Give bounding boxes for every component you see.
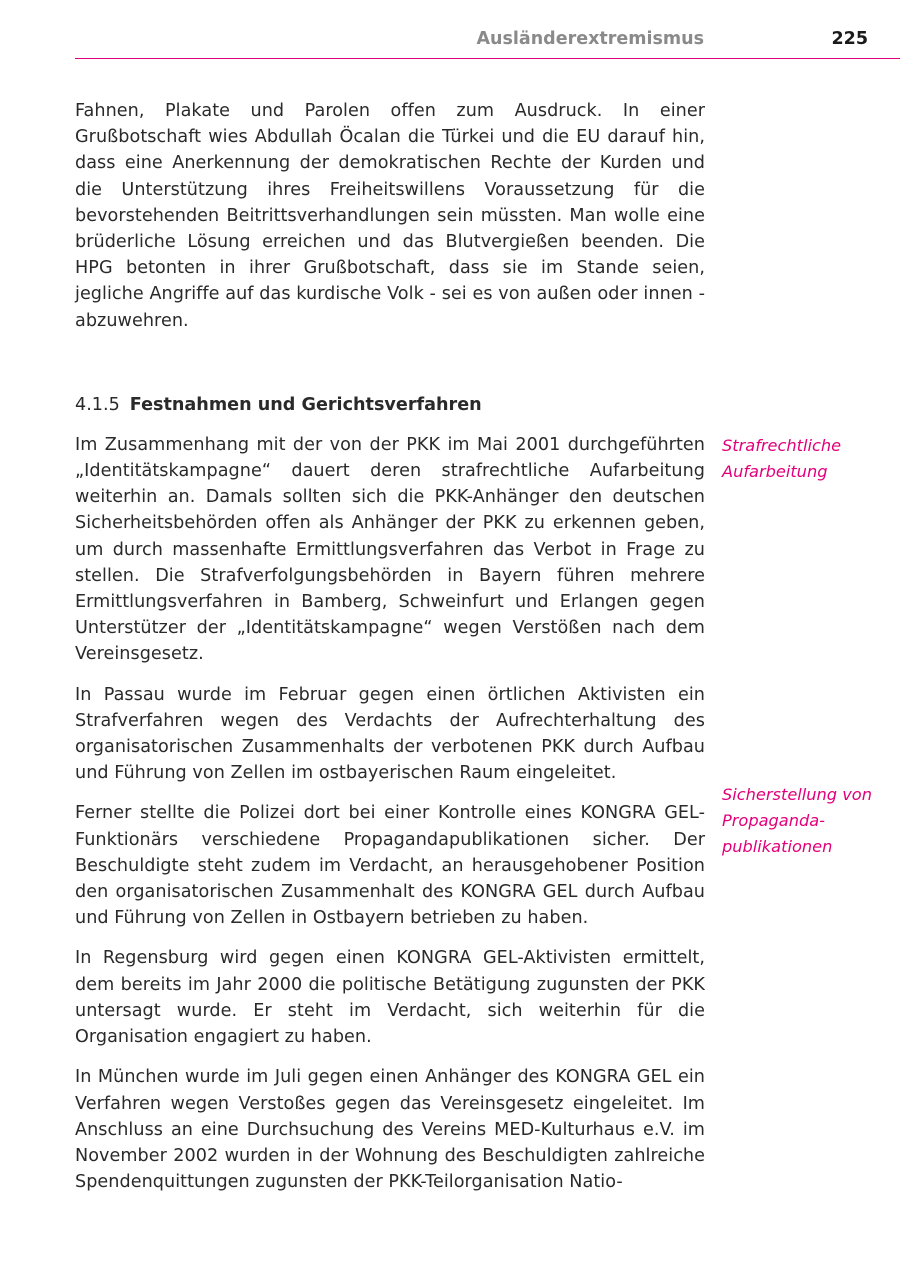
page-number: 225 [831, 29, 868, 49]
margin-note-line: Aufarbeitung [722, 462, 828, 481]
paragraph-regensburg: In Regensburg wird gegen einen KONGRA GEL-Aktivisten ermittelt, dem bereits im Jahr 2000 die politische Betätigung zugunsten der PKK untersagt wurde. Er steht im Verdacht, sich weiterhin für die Organisation engagiert zu haben. [75, 948, 705, 1048]
margin-note-line: Propaganda- [722, 811, 826, 830]
paragraph-kontrolle: Ferner stellte die Polizei dort bei einer Kontrolle eines KONGRA GEL-Funktionärs verschiedene Propagandapublikationen sicher. Der Beschuldigte steht zudem im Verdacht, an herausgehobener Position den organisatorischen Zusammenhalt des KONGRA GEL durch Aufbau und Führung von Zellen in Ostbayern betrieben zu haben. [75, 803, 705, 929]
section-title: Festnahmen und Gerichtsverfahren [129, 394, 482, 415]
paragraph-muenchen: In München wurde im Juli gegen einen Anhänger des KONGRA GEL ein Verfahren wegen Verstoßes gegen das Vereinsgesetz eingeleitet. Im Anschluss an eine Durchsuchung des Vereins MED-Kulturhaus e.V. im November 2002 wurden in der Wohnung des Beschuldigten zahlreiche Spendenquittungen zugunsten der PKK-Teilorganisation Natio- [75, 1067, 705, 1193]
margin-note-line: publikationen [722, 837, 833, 856]
section-heading [75, 392, 705, 418]
margin-note-line: Strafrechtliche [722, 436, 842, 455]
main-text [75, 98, 705, 1209]
paragraph-passau: In Passau wurde im Februar gegen einen örtlichen Aktivisten ein Strafverfahren wegen des Verdachts der Aufrechterhaltung des organisatorischen Zusammenhalts der verbotenen PKK durch Aufbau und Führung von Zellen im ostbayerischen Raum eingeleitet. [75, 684, 705, 784]
intro-paragraph: Fahnen, Plakate und Parolen offen zum Ausdruck. In einer Grußbotschaft wies Abdullah Öcalan die Türkei und die EU darauf hin, dass eine Anerkennung der demokratischen Rechte der Kurden und die Unterstützung ihres Freiheitswillens Voraussetzung für die bevorstehenden Beitrittsverhandlungen sein müssten. Man wolle eine brüderliche Lösung erreichen und das Blutvergießen beenden. Die HPG betonten in ihrer Grußbotschaft, dass sie im Stande seien, jegliche Angriffe auf das kurdische Volk - sei es von außen oder innen - abzuwehren. [75, 101, 705, 331]
section-number: 4.1.5 [75, 394, 120, 415]
page-header [75, 28, 900, 59]
margin-note-sicherstellung [722, 782, 897, 860]
paragraph-identitaetskampagne: Im Zusammenhang mit der von der PKK im Mai 2001 durchgeführten „Identitätskampagne“ dauert deren strafrechtliche Aufarbeitung weiterhin an. Damals sollten sich die PKK-Anhänger den deutschen Sicherheitsbehörden offen als Anhänger der PKK zu erkennen geben, um durch massenhafte Ermittlungsverfahren das Verbot in Frage zu stellen. Die Strafverfolgungsbehörden in Bayern führen mehrere Ermittlungsverfahren in Bamberg, Schweinfurt und Erlangen gegen Unterstützer der „Identitätskampagne“ wegen Verstößen nach dem Vereinsgesetz. [75, 434, 705, 665]
margin-note-line: Sicherstellung von [722, 785, 872, 804]
margin-note-strafrechtliche-aufarbeitung [722, 433, 897, 485]
chapter-title: Ausländerextremismus [476, 29, 704, 49]
